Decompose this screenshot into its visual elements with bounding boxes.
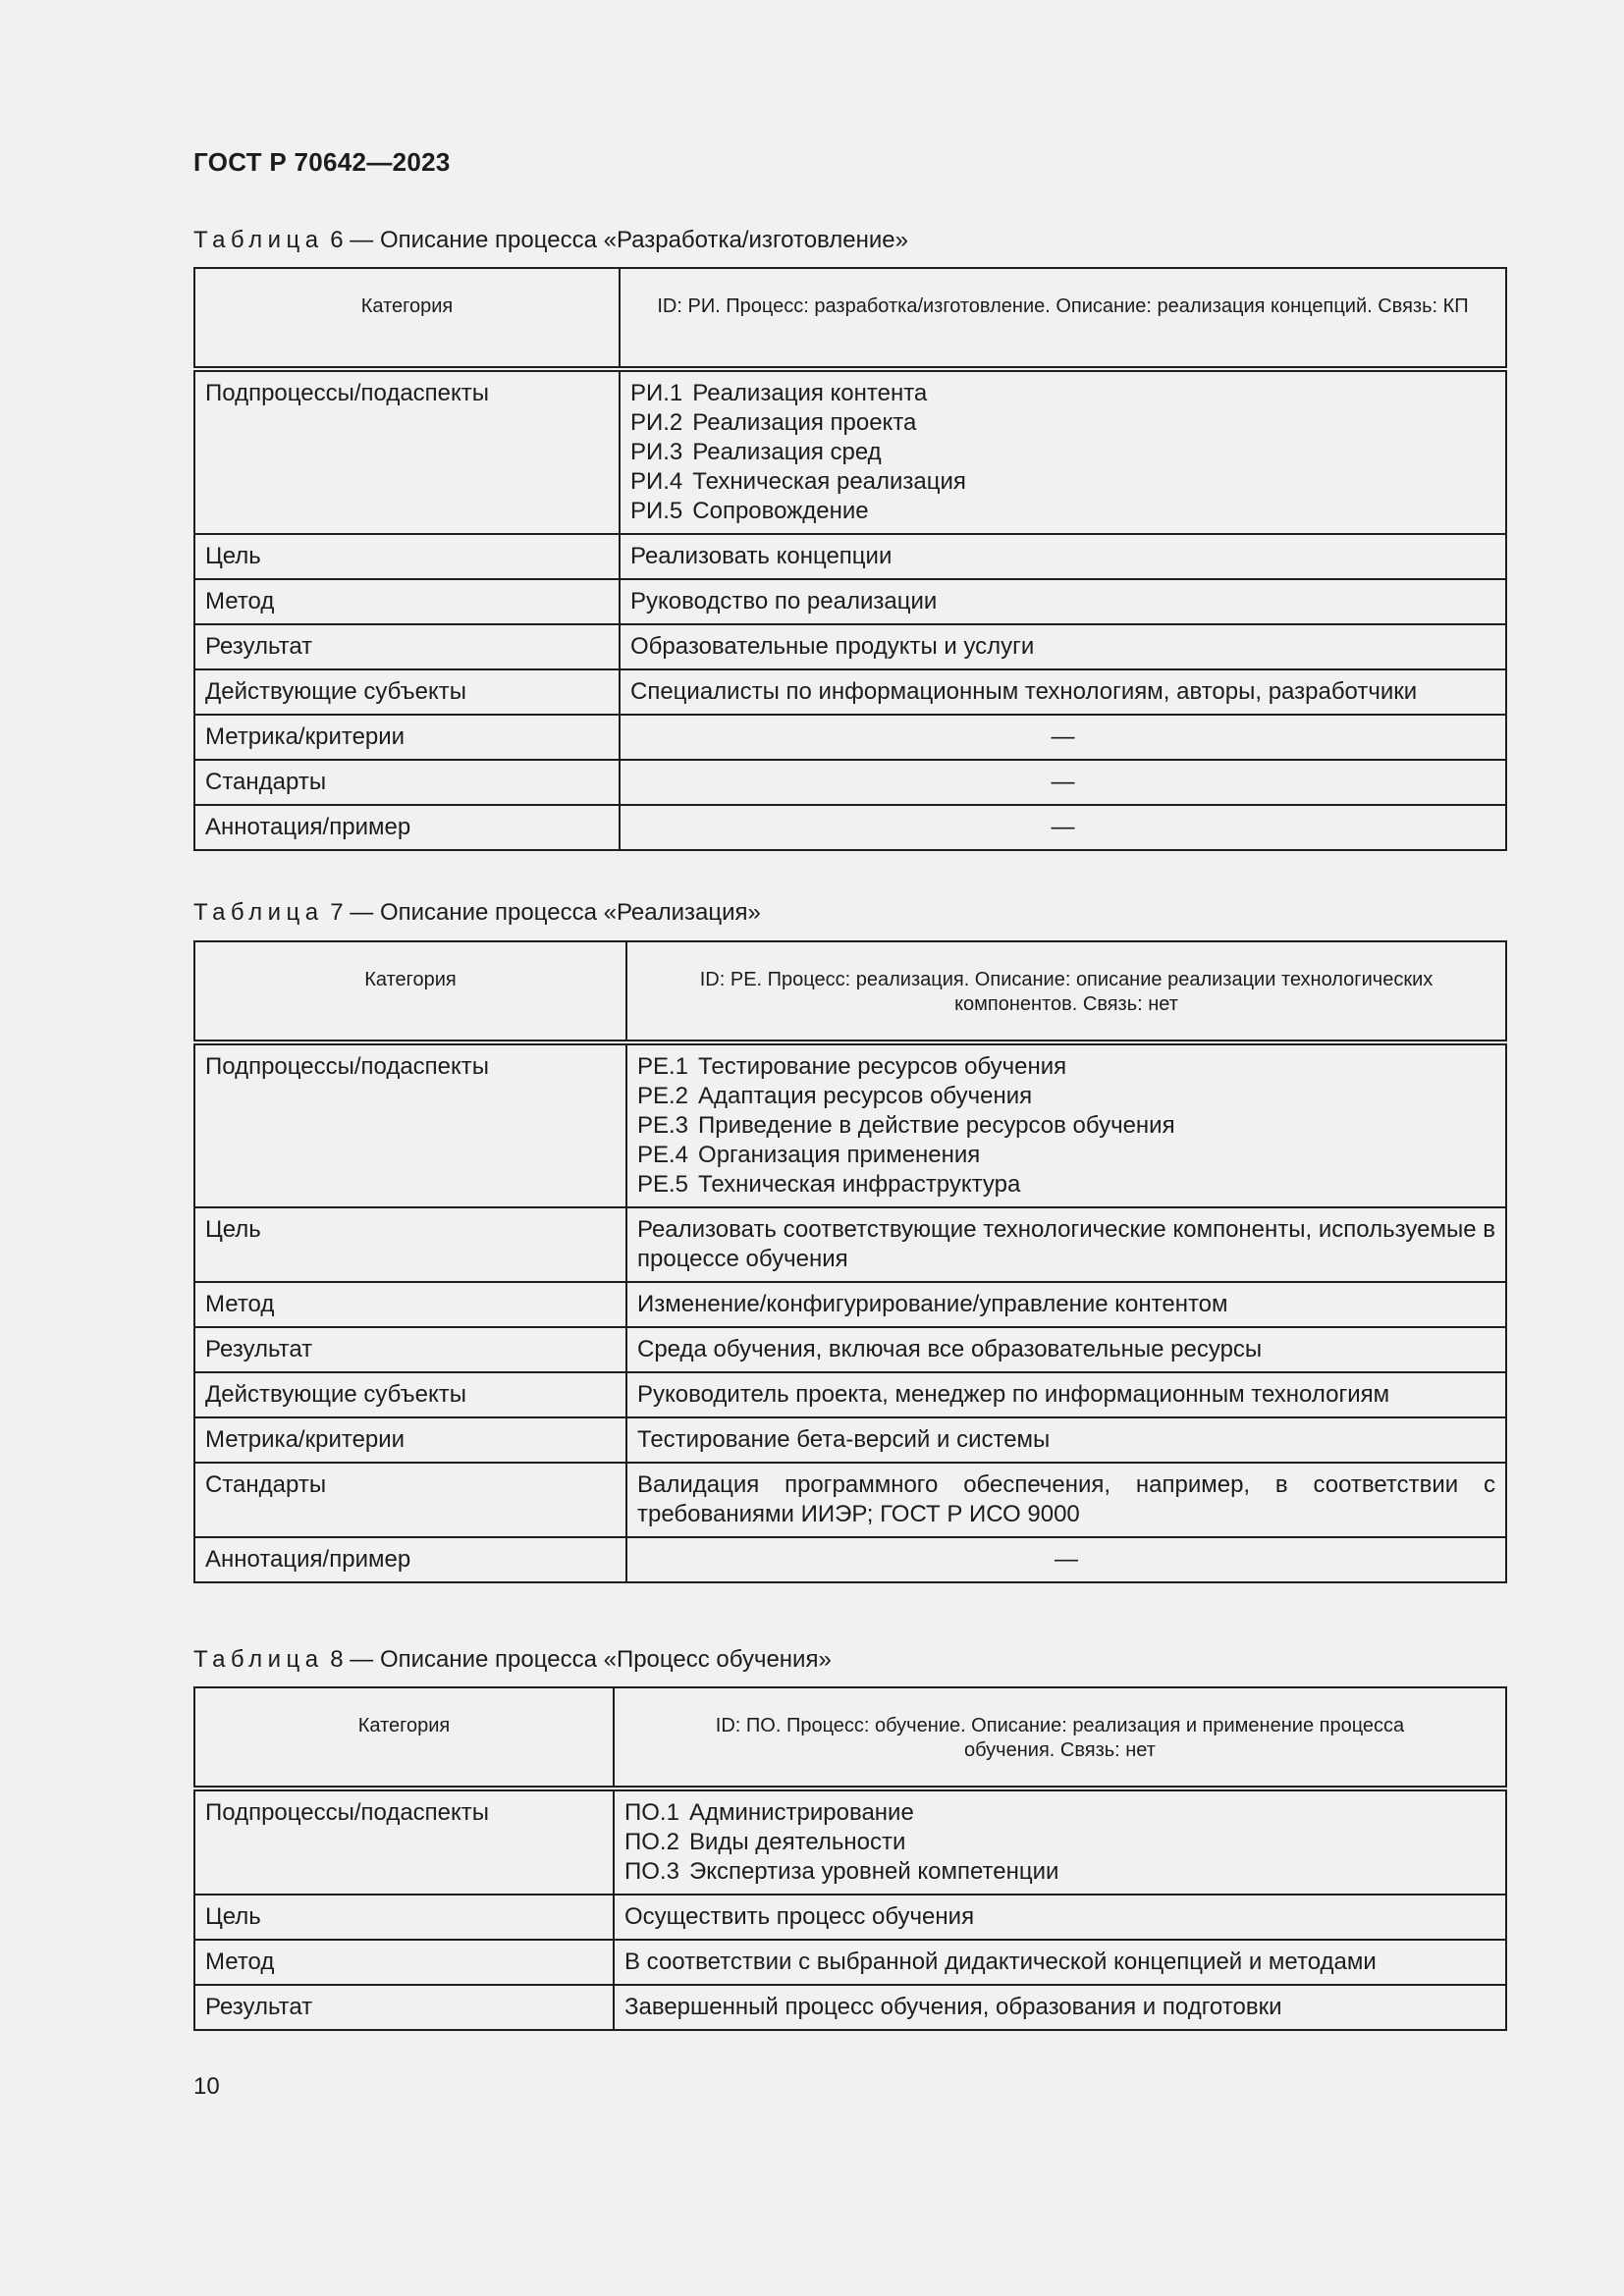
table-6-caption: [193, 227, 908, 254]
subprocess-code: РИ.5: [630, 498, 683, 524]
row-value: Тестирование бета-версий и системы: [626, 1417, 1506, 1463]
subprocess-item: [637, 1141, 1495, 1170]
table-caption-title: 6 — Описание процесса «Разработка/изготовление»: [330, 227, 908, 253]
row-label: Метод: [194, 1940, 614, 1985]
row-value: —: [620, 715, 1506, 760]
row-label: Аннотация/пример: [194, 805, 620, 850]
subprocess-item: [637, 1082, 1495, 1111]
table-row: [194, 1282, 1506, 1327]
row-label: Цель: [194, 1895, 614, 1940]
subprocess-item: [637, 1170, 1495, 1200]
subprocess-item: [624, 1798, 1495, 1828]
row-label: Результат: [194, 1985, 614, 2030]
row-label: Цель: [194, 1207, 626, 1282]
row-label: Метод: [194, 1282, 626, 1327]
subprocess-text: Техническая инфраструктура: [698, 1171, 1021, 1198]
subprocess-code: РЕ.1: [637, 1053, 689, 1080]
subprocess-item: [630, 379, 1495, 408]
subprocess-code: РИ.4: [630, 468, 683, 495]
row-value: Осуществить процесс обучения: [614, 1895, 1506, 1940]
subprocess-item: [630, 438, 1495, 467]
table-row-subprocesses: [194, 1042, 1506, 1207]
table-row: [194, 1372, 1506, 1417]
table-row: [194, 669, 1506, 715]
subprocess-text: Виды деятельности: [688, 1829, 906, 1855]
table-row: [194, 1463, 1506, 1537]
subprocess-code: РЕ.2: [637, 1083, 689, 1109]
row-value: Образовательные продукты и услуги: [620, 624, 1506, 669]
table-row: [194, 1537, 1506, 1582]
table-row: [194, 624, 1506, 669]
subprocess-code: РИ.1: [630, 380, 683, 406]
table-row: [194, 1417, 1506, 1463]
table-caption-word: Таблица: [193, 899, 324, 926]
subprocess-text: Приведение в действие ресурсов обучения: [698, 1112, 1175, 1139]
subprocess-text: Сопровождение: [692, 498, 869, 524]
subprocess-text: Реализация сред: [692, 439, 882, 465]
row-label: Метод: [194, 579, 620, 624]
table-header-row: [194, 268, 1506, 369]
row-label: Подпроцессы/подаспекты: [194, 1042, 626, 1207]
table-row: [194, 1895, 1506, 1940]
header-description: ID: РЕ. Процесс: реализация. Описание: описание реализации технологических компонентов. Связь: нет: [626, 941, 1506, 1042]
row-value: Изменение/конфигурирование/управление контентом: [626, 1282, 1506, 1327]
subprocess-code: РИ.3: [630, 439, 683, 465]
table-row: [194, 1940, 1506, 1985]
subprocess-item: [637, 1052, 1495, 1082]
table-row-subprocesses: [194, 1789, 1506, 1895]
table-caption-word: Таблица: [193, 1646, 324, 1673]
header-category: Категория: [194, 1687, 614, 1789]
row-label: Стандарты: [194, 1463, 626, 1537]
table-row-subprocesses: [194, 369, 1506, 534]
subprocess-item: [624, 1828, 1495, 1857]
table-caption-title: 8 — Описание процесса «Процесс обучения»: [330, 1646, 832, 1673]
row-value: —: [620, 805, 1506, 850]
subprocess-code: РЕ.4: [637, 1142, 689, 1168]
table-caption-word: Таблица: [193, 227, 324, 253]
subprocess-text: Техническая реализация: [692, 468, 966, 495]
table-header-row: [194, 1687, 1506, 1789]
subprocess-text: Реализация контента: [692, 380, 928, 406]
row-value: —: [626, 1537, 1506, 1582]
row-value: Руководство по реализации: [620, 579, 1506, 624]
row-label: Результат: [194, 624, 620, 669]
header-description: ID: ПО. Процесс: обучение. Описание: реализация и применение процесса обучения. Связь: нет: [614, 1687, 1506, 1789]
row-label: Подпроцессы/подаспекты: [194, 369, 620, 534]
subprocess-item: [637, 1111, 1495, 1141]
table-6: [193, 267, 1507, 851]
table-row: [194, 1207, 1506, 1282]
row-label: Метрика/критерии: [194, 715, 620, 760]
row-value: В соответствии с выбранной дидактической концепцией и методами: [614, 1940, 1506, 1985]
row-value: Специалисты по информационным технологиям, авторы, разработчики: [620, 669, 1506, 715]
subprocess-item: [630, 467, 1495, 497]
row-value: Завершенный процесс обучения, образования и подготовки: [614, 1985, 1506, 2030]
document-standard-header: ГОСТ Р 70642—2023: [193, 147, 451, 177]
subprocess-code: РИ.2: [630, 409, 683, 436]
subprocess-text: Экспертиза уровней компетенции: [688, 1858, 1059, 1885]
row-label: Стандарты: [194, 760, 620, 805]
table-row: [194, 715, 1506, 760]
row-label: Действующие субъекты: [194, 1372, 626, 1417]
row-label: Аннотация/пример: [194, 1537, 626, 1582]
table-7: [193, 940, 1507, 1583]
subprocess-text: Организация применения: [698, 1142, 981, 1168]
subprocess-list: [614, 1789, 1506, 1895]
table-row: [194, 805, 1506, 850]
row-label: Результат: [194, 1327, 626, 1372]
row-value: Руководитель проекта, менеджер по информационным технологиям: [626, 1372, 1506, 1417]
header-category: Категория: [194, 941, 626, 1042]
header-description: ID: РИ. Процесс: разработка/изготовление. Описание: реализация концепций. Связь: КП: [620, 268, 1506, 369]
row-value: —: [620, 760, 1506, 805]
table-8: [193, 1686, 1507, 2031]
subprocess-code: РЕ.5: [637, 1171, 689, 1198]
page-number: 10: [193, 2073, 220, 2100]
row-label: Подпроцессы/подаспекты: [194, 1789, 614, 1895]
subprocess-list: [626, 1042, 1506, 1207]
subprocess-code: ПО.1: [624, 1799, 679, 1826]
subprocess-item: [630, 408, 1495, 438]
subprocess-text: Адаптация ресурсов обучения: [698, 1083, 1033, 1109]
row-label: Цель: [194, 534, 620, 579]
table-header-row: [194, 941, 1506, 1042]
row-value: Реализовать соответствующие технологические компоненты, используемые в процессе обучения: [626, 1207, 1506, 1282]
table-row: [194, 579, 1506, 624]
subprocess-item: [624, 1857, 1495, 1887]
subprocess-item: [630, 497, 1495, 526]
subprocess-text: Тестирование ресурсов обучения: [698, 1053, 1067, 1080]
table-row: [194, 1985, 1506, 2030]
table-caption-title: 7 — Описание процесса «Реализация»: [330, 899, 761, 926]
subprocess-code: ПО.3: [624, 1858, 679, 1885]
row-value: Валидация программного обеспечения, например, в соответствии с требованиями ИИЭР; ГОСТ Р ИСО 9000: [626, 1463, 1506, 1537]
subprocess-text: Реализация проекта: [692, 409, 917, 436]
table-7-caption: [193, 899, 761, 927]
subprocess-code: ПО.2: [624, 1829, 679, 1855]
row-value: Реализовать концепции: [620, 534, 1506, 579]
subprocess-text: Администрирование: [688, 1799, 914, 1826]
header-category: Категория: [194, 268, 620, 369]
row-label: Метрика/критерии: [194, 1417, 626, 1463]
table-row: [194, 534, 1506, 579]
row-label: Действующие субъекты: [194, 669, 620, 715]
subprocess-list: [620, 369, 1506, 534]
subprocess-code: РЕ.3: [637, 1112, 689, 1139]
table-row: [194, 760, 1506, 805]
table-8-caption: [193, 1646, 832, 1674]
row-value: Среда обучения, включая все образовательные ресурсы: [626, 1327, 1506, 1372]
table-row: [194, 1327, 1506, 1372]
